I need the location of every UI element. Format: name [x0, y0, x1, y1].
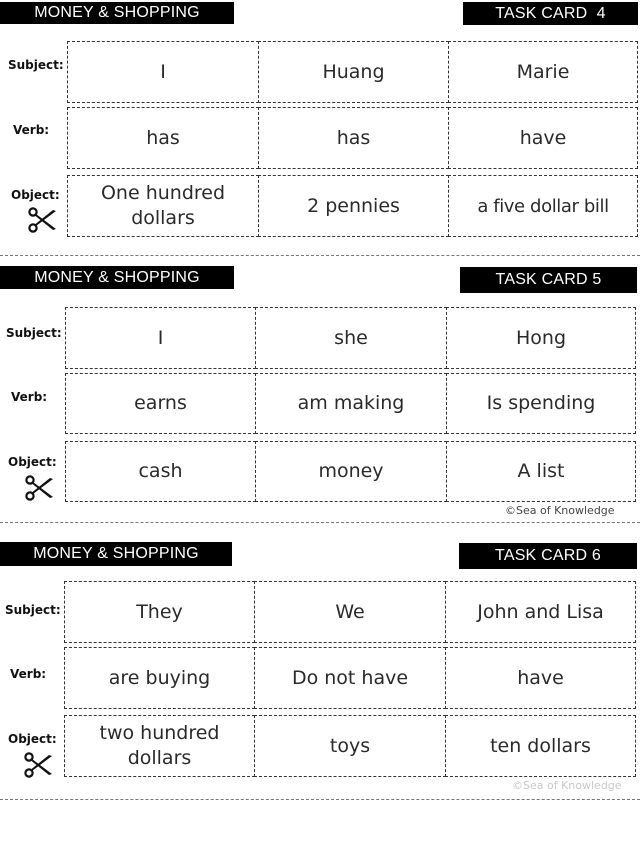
subject-cell[interactable]: I: [65, 307, 256, 369]
subject-cell[interactable]: Huang: [258, 41, 449, 103]
verb-label: Verb:: [13, 123, 50, 137]
object-cell[interactable]: toys: [254, 715, 446, 777]
scissors-icon: [23, 752, 53, 778]
object-label: Object:: [8, 455, 57, 469]
copyright-text: ©Sea of Knowledge: [505, 504, 615, 517]
category-banner: MONEY & SHOPPING: [0, 542, 232, 566]
subject-cell[interactable]: They: [64, 581, 255, 643]
task-card-title: TASK CARD 5: [460, 267, 637, 293]
verb-label: Verb:: [11, 390, 48, 404]
category-banner: MONEY & SHOPPING: [0, 2, 234, 24]
verb-cell[interactable]: are buying: [64, 647, 255, 709]
verb-cell[interactable]: has: [67, 107, 259, 169]
object-cell[interactable]: money: [255, 441, 447, 502]
object-cell[interactable]: ten dollars: [445, 715, 636, 777]
subject-cell[interactable]: John and Lisa: [445, 581, 636, 643]
task-card-title: TASK CARD 4: [463, 2, 638, 25]
object-cell[interactable]: cash: [65, 441, 256, 502]
verb-cell[interactable]: am making: [255, 373, 447, 434]
verb-cell[interactable]: Is spending: [446, 373, 636, 434]
subject-cell[interactable]: Hong: [446, 307, 636, 369]
object-cell[interactable]: One hundred dollars: [67, 175, 259, 237]
copyright-text: ©Sea of Knowledge: [512, 779, 622, 792]
subject-label: Subject:: [5, 603, 61, 617]
subject-cell[interactable]: Marie: [448, 41, 638, 103]
object-cell[interactable]: two hundred dollars: [64, 715, 255, 777]
verb-cell[interactable]: have: [445, 647, 636, 709]
object-label: Object:: [11, 188, 60, 202]
category-banner: MONEY & SHOPPING: [0, 266, 234, 289]
subject-cell[interactable]: I: [67, 41, 259, 103]
task-card-title: TASK CARD 6: [459, 543, 637, 569]
verb-cell[interactable]: has: [258, 107, 449, 169]
verb-cell[interactable]: earns: [65, 373, 256, 434]
object-label: Object:: [8, 732, 57, 746]
verb-cell[interactable]: Do not have: [254, 647, 446, 709]
cut-line: [0, 799, 640, 800]
subject-cell[interactable]: We: [254, 581, 446, 643]
subject-label: Subject:: [6, 326, 62, 340]
subject-label: Subject:: [8, 58, 64, 72]
verb-cell[interactable]: have: [448, 107, 638, 169]
object-cell[interactable]: a five dollar bill: [448, 175, 638, 237]
verb-label: Verb:: [10, 667, 47, 681]
object-cell[interactable]: A list: [446, 441, 636, 502]
object-cell[interactable]: 2 pennies: [258, 175, 449, 237]
subject-cell[interactable]: she: [255, 307, 447, 369]
